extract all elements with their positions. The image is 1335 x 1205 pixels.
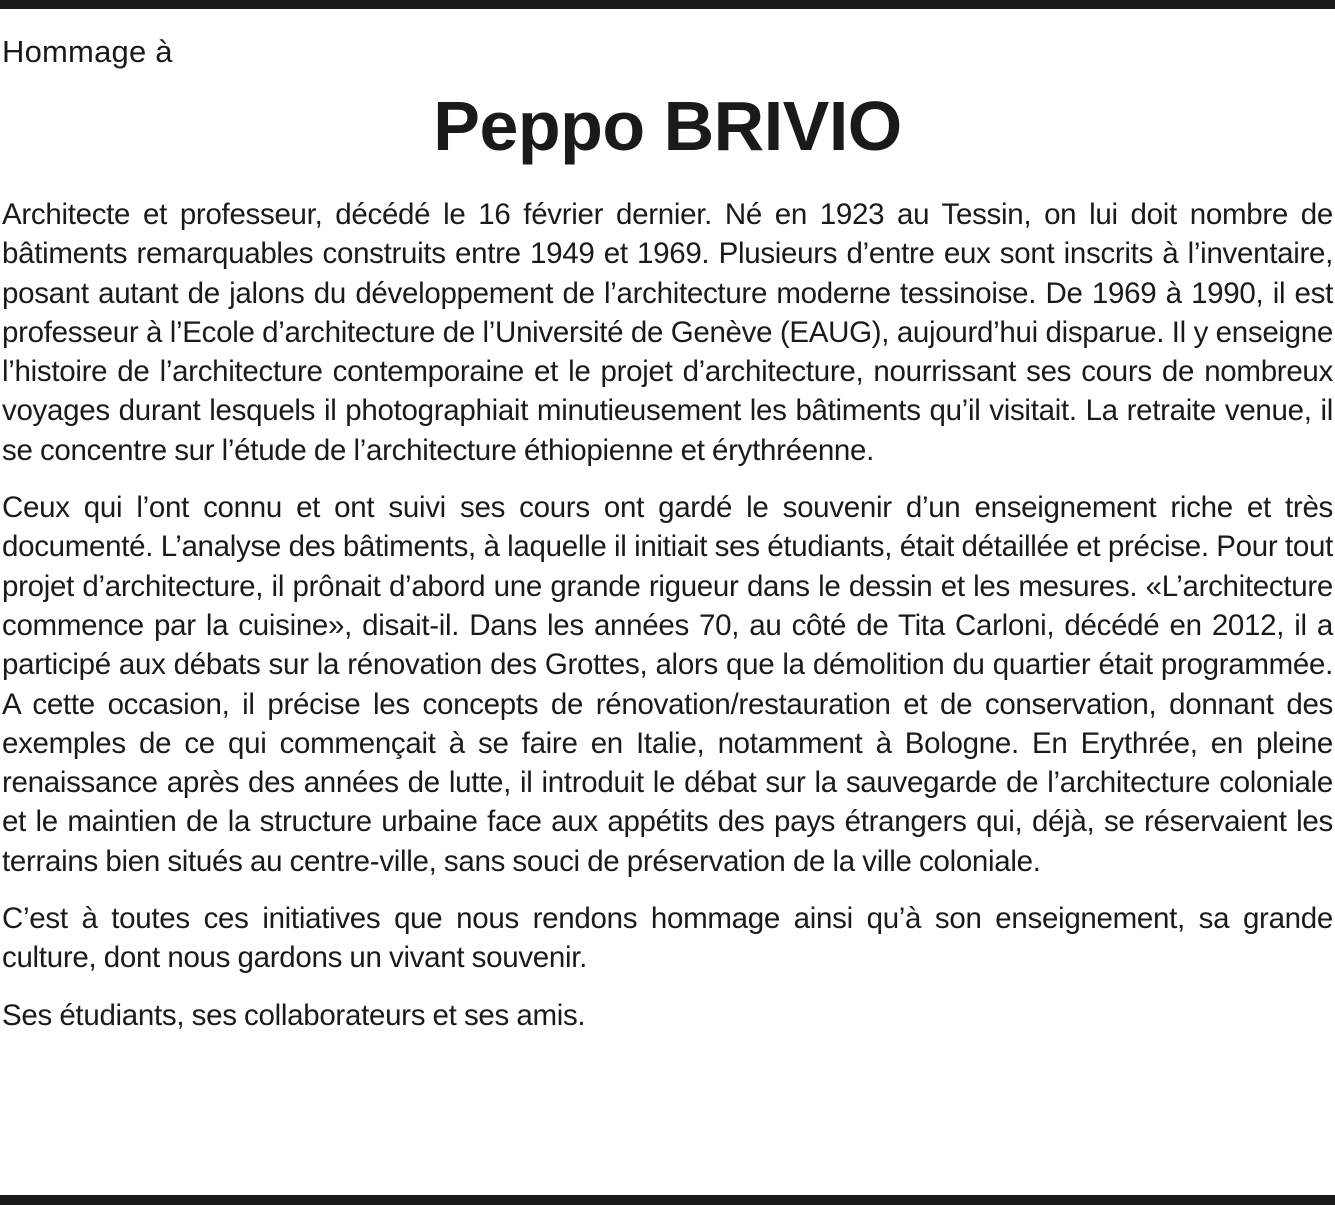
paragraph-tribute: C’est à toutes ces initiatives que nous rendons hommage ainsi qu’à son enseignement, sa grande culture, dont nous gardons un vivant souvenir. [2, 902, 1333, 975]
paragraph-biography: Architecte et professeur, décédé le 16 février dernier. Né en 1923 au Tessin, on lui doit nombre de bâtiments remarquables construits entre 1949 et 1969. Plusieurs d’entre eux sont inscrits à l’inventaire, posant autant de jalons du développement de l’architecture moderne tessinoise. De 1969 à 1990, il est professeur à l’Ecole d’architecture de l’Université de Genève (EAUG), aujourd’hui disparue. Il y enseigne l’histoire de l’architecture contemporaine et le projet d’architecture, nourrissant ses cours de nombreux voyages durant lesquels il photographiait minutieusement les bâtiments qu’il visitait. La retraite venue, il se concentre sur l’étude de l’architecture éthiopienne et érythréenne. [2, 198, 1333, 467]
notice-kicker: Hommage à [2, 34, 173, 69]
bottom-border-rule [0, 1195, 1335, 1205]
paragraph-signature: Ses étudiants, ses collaborateurs et ses amis. [2, 998, 586, 1032]
deceased-name: Peppo BRIVIO [433, 87, 902, 165]
top-border-rule [0, 0, 1335, 9]
notice-body [2, 195, 1333, 1053]
paragraph-teaching: Ceux qui l’ont connu et ont suivi ses cours ont gardé le souvenir d’un enseignement riche et très documenté. L’analyse des bâtiments, à laquelle il initiait ses étudiants, était détaillée et précise. Pour tout projet d’architecture, il prônait d’abord une grande rigueur dans le dessin et les mesures. «L’architecture commence par la cuisine», disait-il. Dans les années 70, au côté de Tita Carloni, décédé en 2012, il a participé aux débats sur la rénovation des Grottes, alors que la démolition du quartier était programmée. A cette occasion, il précise les concepts de rénovation/restauration et de conservation, donnant des exemples de ce qui commençait à se faire en Italie, notamment à Bologne. En Erythrée, en pleine renaissance après des années de lutte, il introduit le débat sur la sauvegarde de l’architecture coloniale et le maintien de la structure urbaine face aux appétits des pays étrangers qui, déjà, se réservaient les terrains bien situés au centre-ville, sans souci de préservation de la ville coloniale. [2, 491, 1333, 878]
